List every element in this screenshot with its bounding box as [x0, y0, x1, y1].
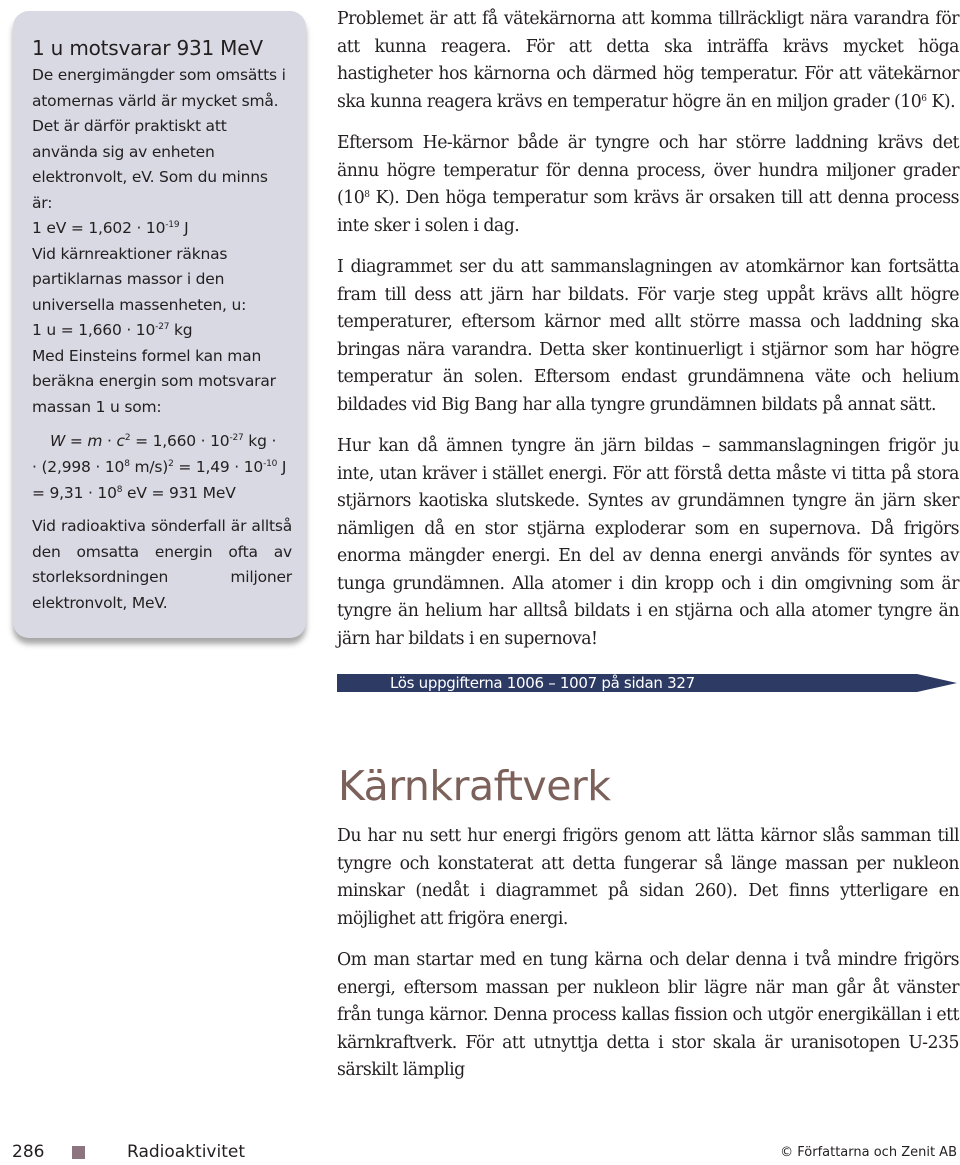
- mass-unit-text: Vid kärnreaktioner räknas partiklarnas massor i den universella massenheten, u:: [32, 244, 247, 314]
- equation-line-2: · ($2,998 \cdot 10^8$ $m/s)^2 = 1,49 \cdot 10^{-10}$ J: [32, 458, 287, 476]
- section-text: [337, 823, 959, 1099]
- fact-box-title: 1 u motsvarar 931 MeV: [32, 36, 263, 60]
- main-text: [337, 6, 959, 667]
- ev-formula: 1 eV = $1,602 \cdot 10^{-19}$ J: [32, 219, 189, 237]
- paragraph-fission: Om man startar med en tung kärna och delar denna i två mindre frigörs energi, eftersom massan per nukleon blir lägre när man går åt vänster från tunga kärnor. Denna process kallas fission och utgör energikällan i ett kärnkraftverk. För att utnyttja detta i stor skala är uranisotopen U-235 särskilt lämplig: [337, 950, 959, 1080]
- paragraph-supernova: Hur kan då ämnen tyngre än järn bildas – sammanslagningen frigör ju inte, utan kräver i stället energi. För att förstå detta måste vi titta på stora stjärnors kaotiska slutskede. Syntes av grundämnen tyngre än järn sker nämligen då en stor stjärna exploderar som en supernova. Då frigörs enorma mängder energi. En del av denna energi används för syntes av tunga grundämnen. Alla atomer i din kropp och i din omgivning som är tyngre än helium har alltså bildats i en stjärna och alla atomer tyngre än järn har bildats i en supernova!: [337, 436, 959, 649]
- exercise-link-label[interactable]: Lös uppgifterna 1006 – 1007 på sidan 327: [390, 674, 695, 692]
- chapter-marker-icon: [72, 1146, 85, 1159]
- fact-box: [13, 11, 306, 638]
- energy-equation: [32, 428, 292, 506]
- paragraph-iron-formation: I diagrammet ser du att sammanslagningen av atomkärnor kan fortsätta fram till dess att järn har bildats. För varje steg uppåt krävs allt högre temperaturer, eftersom kärnor med allt större massa och laddning ska bringas nära varandra. Detta sker kontinuerligt i stjärnor som har högre temperatur än solen. Eftersom endast grundämnena väte och helium bildades vid Big Bang har alla tyngre grundämnen bildats på annat sätt.: [337, 257, 959, 415]
- equation-line-3: = $9,31 \cdot 10^8$ eV = 931 MeV: [32, 484, 236, 502]
- paragraph-helium-fusion: Eftersom He-kärnor både är tyngre och har större laddning krävs det ännu högre temperatur för denna process, över hundra miljoner grader ($10^8$ K). Den höga temperatur som krävs är orsaken till att denna process inte sker i solen i dag.: [337, 133, 959, 236]
- fact-box-conclusion: Vid radioaktiva sönderfall är alltså den omsatta energin ofta av storleksordningen miljoner elektronvolt, MeV.: [32, 517, 292, 612]
- section-title: Kärnkraftverk: [338, 762, 611, 810]
- equation-line-1: $W = m \cdot c^2 = 1,660 \cdot 10^{-27}$ kg ·: [50, 432, 277, 450]
- copyright-notice: © Författarna och Zenit AB: [780, 1145, 957, 1160]
- paragraph-fusion-temperature: Problemet är att få vätekärnorna att komma tillräckligt nära varandra för att kunna reagera. För att detta ska inträffa krävs mycket höga hastigheter hos kärnorna och därmed hög temperatur. För att vätekärnor ska kunna reagera krävs en temperatur högre än en miljon grader ($10^6$ K).: [337, 9, 959, 112]
- paragraph-fusion-summary: Du har nu sett hur energi frigörs genom att lätta kärnor slås samman till tyngre och konstaterat att detta fungerar så länge massan per nukleon minskar (nedåt i diagrammet på sidan 260). Det finns ytterligare en möjlighet att frigöra energi.: [337, 826, 959, 929]
- page-number: 286: [12, 1142, 45, 1162]
- exercise-link-bar[interactable]: [337, 672, 957, 694]
- u-formula: 1 $u = 1,660 \cdot 10^{-27}$ kg: [32, 321, 193, 339]
- page-footer: [0, 1142, 960, 1164]
- einstein-text: Med Einsteins formel kan man beräkna energin som motsvarar massan 1 u som:: [32, 346, 276, 416]
- chapter-name: Radioaktivitet: [127, 1142, 245, 1162]
- fact-box-intro: De energimängder som omsätts i atomernas värld är mycket små. Det är därför praktiskt att använda sig av enheten elektronvolt, eV. Som du minns är:: [32, 66, 286, 212]
